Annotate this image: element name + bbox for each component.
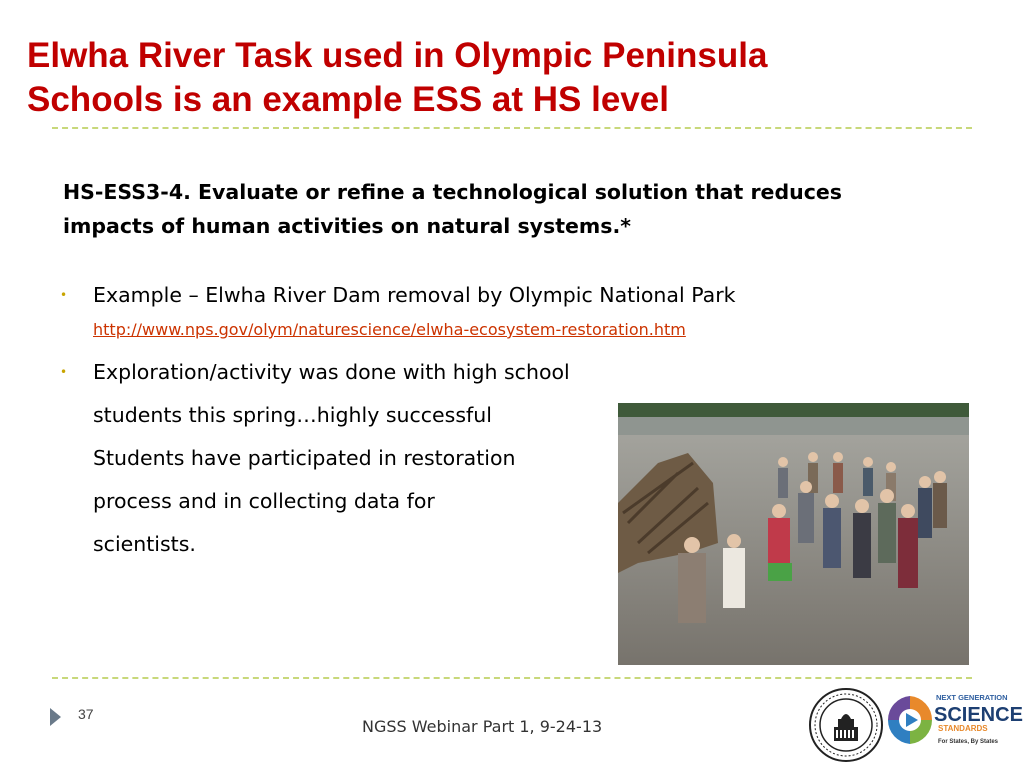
bullet-marker: • (60, 288, 68, 302)
standard-line-2: impacts of human activities on natural systems.* (63, 214, 631, 238)
logo-line-2: SCIENCE (934, 704, 1023, 726)
riverbed-group-photo (618, 403, 969, 665)
bullet-marker: • (60, 365, 68, 379)
bullet-1-text: Example – Elwha River Dam removal by Olympic National Park (93, 283, 736, 307)
play-arrow-icon (50, 708, 61, 726)
logo-tagline: For States, By States (938, 739, 999, 745)
bottom-divider (52, 677, 972, 679)
elwha-restoration-link[interactable]: http://www.nps.gov/olym/naturescience/elwha-ecosystem-restoration.htm (93, 320, 686, 339)
standard-line-1: HS-ESS3-4. Evaluate or refine a technological solution that reduces (63, 180, 842, 204)
bullet-2-line-2: students this spring…highly successful (93, 403, 492, 427)
top-divider (52, 127, 972, 129)
page-number: 37 (78, 706, 94, 722)
state-seal-icon (808, 687, 884, 763)
standard-statement (63, 175, 963, 243)
slide-title (27, 34, 987, 122)
ngss-logo (888, 690, 1023, 752)
bullet-2-line-5: scientists. (93, 532, 196, 556)
bullet-2-line-4: process and in collecting data for (93, 489, 435, 513)
logo-line-1: NEXT GENERATION (936, 693, 1008, 702)
footer-text: NGSS Webinar Part 1, 9-24-13 (362, 717, 603, 736)
logo-line-3: STANDARDS (938, 724, 988, 733)
bullet-2-line-3: Students have participated in restoration (93, 446, 516, 470)
title-line-1: Elwha River Task used in Olympic Peninsula (27, 36, 768, 75)
bullet-2-line-1: Exploration/activity was done with high school (93, 360, 570, 384)
title-line-2: Schools is an example ESS at HS level (27, 80, 669, 119)
